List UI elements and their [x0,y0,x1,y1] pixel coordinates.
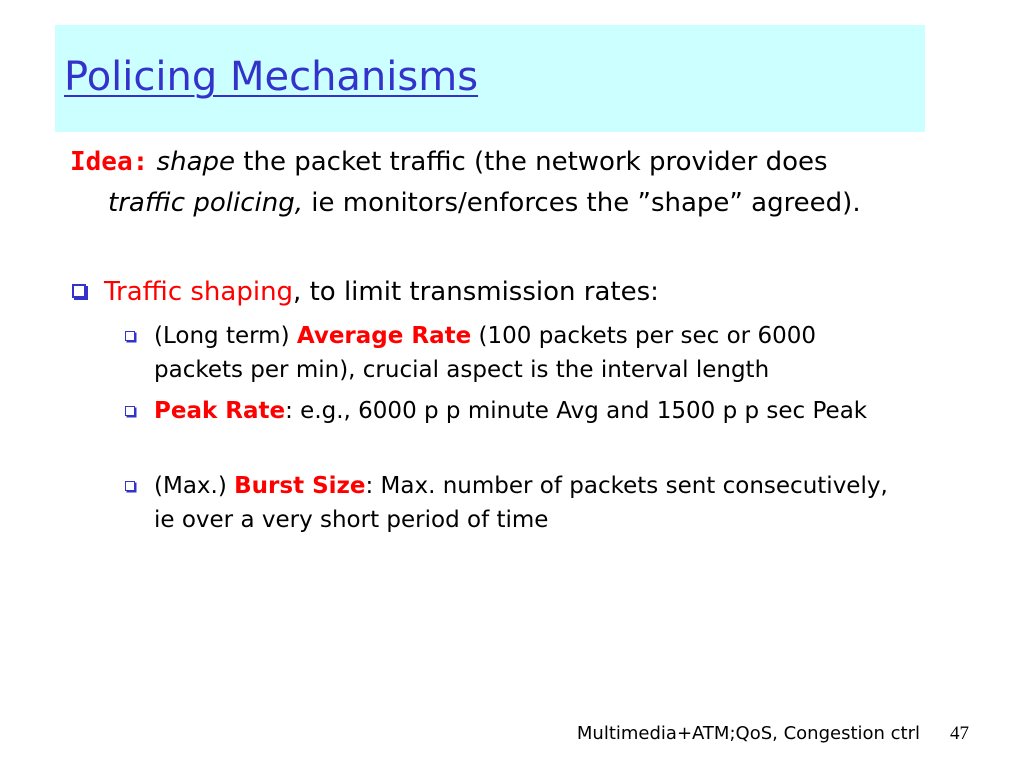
square-bullet-icon [125,331,135,341]
idea-text-1: the packet traffic (the network provider does [235,147,828,177]
bullet-highlight: Traffic shaping [104,277,294,307]
sub-bullet-rest: : e.g., 6000 p p minute Avg and 1500 p p sec Peak [285,398,868,424]
sub-bullet-average-rate [125,319,905,387]
idea-shape-word: shape [156,147,236,177]
sub-bullet-rest: : Max. number of packets sent consecutively, ie over a very short period of time [154,473,888,533]
idea-policing-word: traffic policing, [108,188,303,218]
sub-bullet-rest: (100 packets per sec or 6000 packets per min), crucial aspect is the interval length [154,323,816,383]
page-number: 47 [950,723,969,744]
idea-paragraph [70,142,868,224]
idea-text-2: ie monitors/enforces the ”shape” agreed). [303,188,861,218]
sub-bullet-prefix: (Max.) [154,473,235,499]
slide-title: Policing Mechanisms [64,54,479,100]
square-bullet-icon [125,406,135,416]
square-bullet-icon [72,284,86,298]
sub-bullet-burst-size [125,469,905,537]
bullet-rest: , to limit transmission rates: [293,277,659,307]
sub-bullet-term: Burst Size [234,473,366,499]
sub-bullet-prefix: (Long term) [154,323,297,349]
slide-footer: Multimedia+ATM;QoS, Congestion ctrl [576,723,920,744]
sub-bullet-peak-rate [125,394,905,428]
sub-bullet-term: Average Rate [296,323,472,349]
idea-label: Idea: [70,147,149,177]
sub-bullet-term: Peak Rate [154,398,286,424]
bullet-traffic-shaping [72,273,872,311]
square-bullet-icon [125,481,135,491]
